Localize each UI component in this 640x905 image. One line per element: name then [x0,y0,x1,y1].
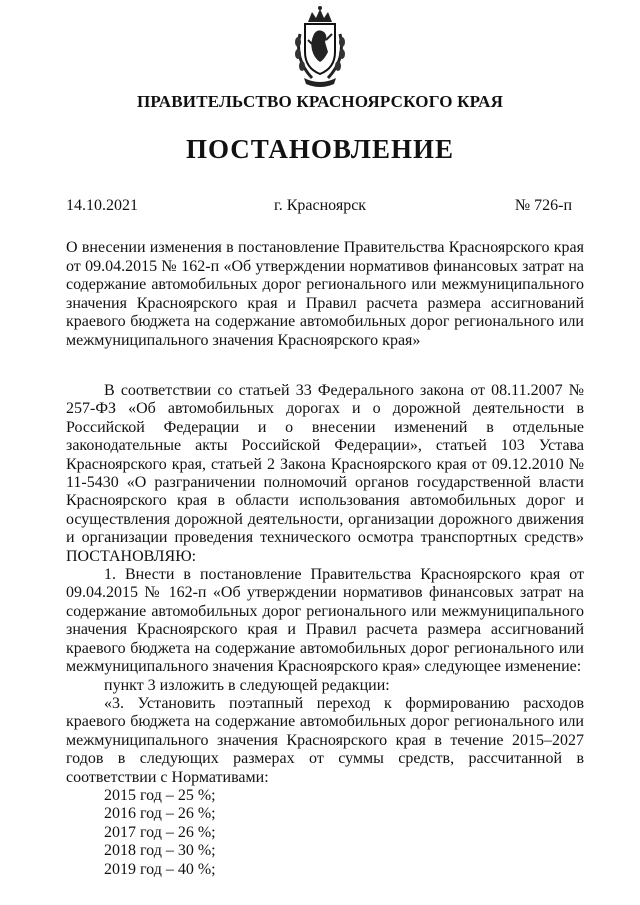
document-body [66,382,584,879]
item-1-paragraph: 1. Внести в постановление Правительства Красноярского края от 09.04.2015 № 162-п «Об утверждении нормативов финансовых затрат на содержание автомобильных дорог регионального или межмуниципального значения Красноярского края и Правил расчета размера ассигнований краевого бюджета на содержание автомобильных дорог регионального или межмуниципального значения Красноярского края» следующее изменение: [66,566,584,676]
list-item: 2016 год – 26 %; [104,805,216,823]
percent-schedule-list [66,787,584,879]
list-item: 2018 год – 30 %; [104,842,216,860]
krasnoyarsk-coat-of-arms-icon [290,4,350,88]
document-date: 14.10.2021 [66,197,138,214]
document-number: № 726-п [514,197,572,214]
list-item: 2019 год – 40 %; [104,860,216,878]
document-subject: О внесении изменения в постановление Правительства Красноярского края от 09.04.2015 № 162-п «Об утверждении нормативов финансовых затрат на содержание автомобильных дорог регионального или межмуниципального значения Красноярского края и Правил расчета размера ассигнований краевого бюджета на содержание автомобильных дорог регионального или межмуниципального значения Красноярского края» [66,239,584,349]
list-item: 2017 год – 26 %; [104,823,216,841]
quoted-clause-paragraph: «3. Установить поэтапный переход к формированию расходов краевого бюджета на содержание автомобильных дорог регионального или межмуниципального значения Красноярского края в течение 2015–2027 годов в следующих размерах от суммы средств, рассчитанной в соответствии с Нормативами: [66,694,584,786]
authority-title: ПРАВИТЕЛЬСТВО КРАСНОЯРСКОГО КРАЯ [136,92,504,111]
document-type-heading: ПОСТАНОВЛЕНИЕ [185,134,455,164]
item-1-subparagraph: пункт 3 изложить в следующей редакции: [104,676,390,694]
document-city: г. Красноярск [273,197,367,214]
list-item: 2015 год – 25 %; [104,786,216,804]
preamble-paragraph: В соответствии со статьей 33 Федерального закона от 08.11.2007 № 257-ФЗ «Об автомобильных дорогах и о дорожной деятельности в Российской Федерации и о внесении изменений в отдельные законодательные акты Российской Федерации», статьей 103 Устава Красноярского края, статьей 2 Закона Красноярского края от 09.12.2010 № 11-5430 «О разграничении полномочий органов государственной власти Красноярского края в области использования автомобильных дорог и осуществления дорожной деятельности, организации дорожного движения и организации проведения технического осмотра транспортных средств» ПОСТАНОВЛЯЮ: [66,382,584,565]
